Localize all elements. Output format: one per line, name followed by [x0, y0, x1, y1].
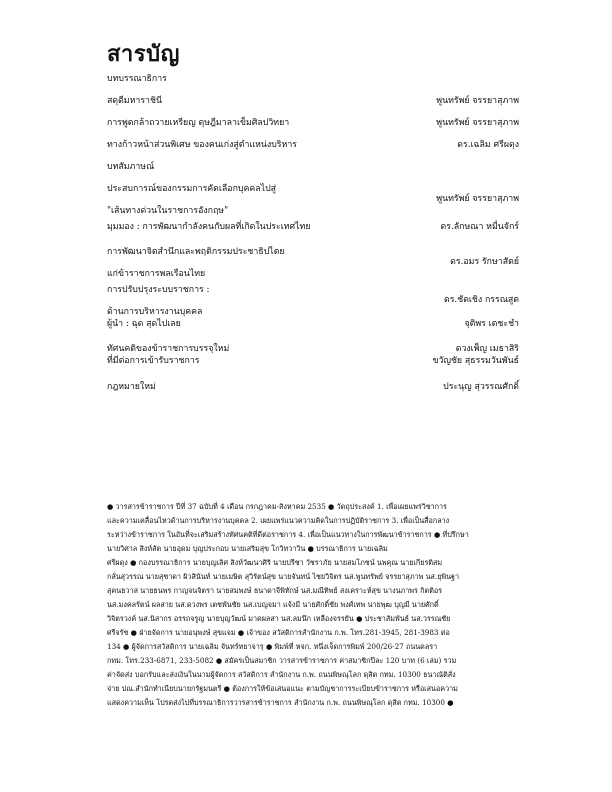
- colophon-line: นายวิศาล สิงห์สัต นายอุดม บุญประกอบ นายเสริมสุข โกวิทวาวิน ● บรรณาธิการ นายเฉลิม: [107, 544, 388, 553]
- toc-entry[interactable]: [107, 221, 519, 233]
- toc-entry-title: ประสบการณ์ของกรรมการคัดเลือกบุคคลไปสู่: [107, 184, 277, 194]
- toc-entry[interactable]: [107, 318, 519, 330]
- toc-entry-title-line2: ด้านการบริหารงานบุคคล: [107, 307, 203, 317]
- toc-entry-title: มุมมอง : การพัฒนากำลังคนกับผลที่เกิดในประเทศไทย: [107, 222, 311, 232]
- toc-entry-author: ดร.เฉลิม ศรีผดุง: [457, 140, 519, 150]
- colophon-line: จ่าย ปณ.สำนักทำเนียบนายกรัฐมนตรี ● ต้องการให้ข้อเสนอแนะ ตามบัญชาการระเบียบข้าราชการ หรือเสนอความ: [107, 684, 458, 693]
- toc-entry[interactable]: [107, 381, 519, 393]
- toc-entry-author: ดร.ลักษณา หมื่นจักร์: [440, 222, 519, 232]
- toc-entry-author: พูนทรัพย์ จรรยาสุภาพ: [436, 118, 519, 128]
- toc-entry[interactable]: [107, 117, 519, 129]
- toc-entry-author: ดร.ชัดเชิง กรรณสูต: [443, 295, 519, 305]
- colophon-line: แสดงความเห็น โปรดส่งไปที่บรรณาธิการวารสารข้าราชการ สำนักงาน ก.พ. ถนนพิษณุโลก ดุสิต กทม. 10300 ●: [107, 698, 454, 707]
- toc-entry[interactable]: [107, 343, 519, 367]
- colophon-line: วิจิตรวงค์ นส.นิสากร อรรถจรูญ นายบุญวัฒน์ มาดผลสา นส.ลมนึก เหลืองจรรยัน ● ประชาสัมพันธ์ นส.วรรณชัย: [107, 614, 451, 623]
- toc-entry-title: ผู้นำ : ฉุด สุดไปเลย: [107, 319, 181, 329]
- toc-entry-title: ทางก้าวหน้าส่วนพิเศษ ของคนเก่งสู่ตำแหน่งบริหาร: [107, 140, 297, 150]
- colophon-line: กลั่นสุวรรณ นายสุชาดา ผิวสินันท์ นายเมษิต สุวิรัตน์สุข นายจันทน์ ไชยวิจิตร นส.พูนทรัพย์ จรรยาสุภาพ นส.ยุพินฐา: [107, 572, 460, 581]
- colophon-line: 134 ● ผู้จัดการสวัสดิการ นายเฉลิม จันทร์ทยาจารุ ● พิมพ์ที่ หจก. หนึ่งเจ็ดการพิมพ์ 200/26-27 ถนนดลรา: [107, 642, 438, 651]
- toc-entry-title: สดุดีมหาราชินี: [107, 96, 162, 106]
- colophon-line: ● วารสารข้าราชการ ปีที่ 37 ฉบับที่ 4 เดือน กรกฎาคม-สิงหาคม 2535 ● วัตถุประสงค์ 1. เพื่อเผยแพร่วิชาการ: [107, 502, 447, 511]
- toc-entry-author: พูนทรัพย์ จรรยาสุภาพ: [436, 194, 519, 204]
- toc-entry-title-line2: "เส้นทางด่วนในราชการอังกฤษ": [107, 206, 229, 216]
- colophon-line: และความเคลื่อนไหวด้านการบริหารงานบุคคล 2. เผยแพร่แนวความคิดในการปฏิบัติราชการ 3. เพื่อเป็นสื่อกลาง: [107, 516, 450, 525]
- toc-entry-author: ดวงเพ็ญ เมธาสิริ: [455, 344, 519, 354]
- toc-entry-author: พูนทรัพย์ จรรยาสุภาพ: [436, 96, 519, 106]
- colophon-line: สุคนธวาส นายธนพร กาญจนจิตรา นายสมพงษ์ ธนาดาจีพิทักษ์ นส.มณีทิพย์ สงเคราะห์สุข นางนภาพร กิตติอร: [107, 586, 443, 595]
- toc-entry-title: ทัศนคติของข้าราชการบรรจุใหม่: [107, 344, 230, 354]
- toc-entry-author: จุติพร เตชะชำ: [464, 319, 519, 329]
- toc-entry-title: กฎหมายใหม่: [107, 382, 156, 392]
- toc-entry-title-line2: แก่ข้าราชการพลเรือนไทย: [107, 269, 206, 279]
- toc-entry[interactable]: [107, 183, 519, 217]
- toc-entry-title: บทบรรณาธิการ: [107, 74, 167, 84]
- colophon: [107, 500, 527, 710]
- toc-entry[interactable]: [107, 161, 519, 173]
- toc-entry[interactable]: [107, 246, 519, 280]
- toc-entry-title: การปรับปรุงระบบราชการ :: [107, 285, 210, 295]
- toc-entry-title: บทสัมภาษณ์: [107, 162, 155, 172]
- toc-entry-title: การพูดกล้าถวายเหรียญ ดุษฎีมาลาเข็มศิลปวิทยา: [107, 118, 290, 128]
- colophon-line: ระหว่างข้าราชการ ในอันที่จะเสริมสร้างทัศนคติที่ดีต่อราชการ 4. เพื่อเป็นแนวทางในการพัฒนาข้าราชการ ● ที่ปรึกษา: [107, 530, 469, 539]
- toc-entry-title-line2: ที่มีต่อการเข้ารับราชการ: [107, 356, 200, 366]
- colophon-line: นส.มงคลรัตน์ ผลสาย นส.ดวงพร เตชพันชัย นส.เบญจมา แจ้งมี นายศักดิ์ชัย พงศ์เทพ นายพุฒ บุญมี นายศักดิ์: [107, 600, 439, 609]
- colophon-line: กทม. โทร.233-6871, 233-5082 ● สมัครเป็นสมาชิก วารสารข้าราชการ ค่าสมาชิกปีละ 120 บาท (6 เล่ม) รวม: [107, 656, 457, 665]
- toc-entry[interactable]: [107, 73, 519, 85]
- toc-entry[interactable]: [107, 284, 519, 318]
- toc-entry-title: การพัฒนาจิตสำนึกและพฤติกรรมประชาธิปไตย: [107, 247, 285, 257]
- toc-entry[interactable]: [107, 139, 519, 151]
- toc-entry-author: ประนุญ สุวรรณศักดิ์: [443, 382, 519, 392]
- toc-entry-author-2: ขวัญชัย สุธรรมวันพันธ์: [432, 356, 519, 366]
- colophon-line: ค่าจัดส่ง บอกรับและส่งเงินในนามผู้จัดการ สวัสดิการ สำนักงาน ก.พ. ถนนพิษณุโลก ดุสิต กทม. 10300 ธนาณัติสั่ง: [107, 670, 456, 679]
- toc-entry[interactable]: [107, 95, 519, 107]
- page-title: สารบัญ: [107, 42, 180, 67]
- colophon-line: ศรีผดุง ● กองบรรณาธิการ นายบุญเลิศ สิงห์วัฒนาศิริ นายปรีชา วัชราภัย นายสมโภชน์ นพคุณ นายเกียรติสม: [107, 558, 443, 567]
- toc-entry-author: ดร.อมร รักษาสัตย์: [450, 257, 519, 267]
- colophon-line: ศรีจรัช ● ฝ่ายจัดการ นายอนุพงษ์ สุขแจม ● เจ้าของ สวัสดิการสำนักงาน ก.พ. โทร.281-3945, 281-3983 ต่อ: [107, 628, 450, 637]
